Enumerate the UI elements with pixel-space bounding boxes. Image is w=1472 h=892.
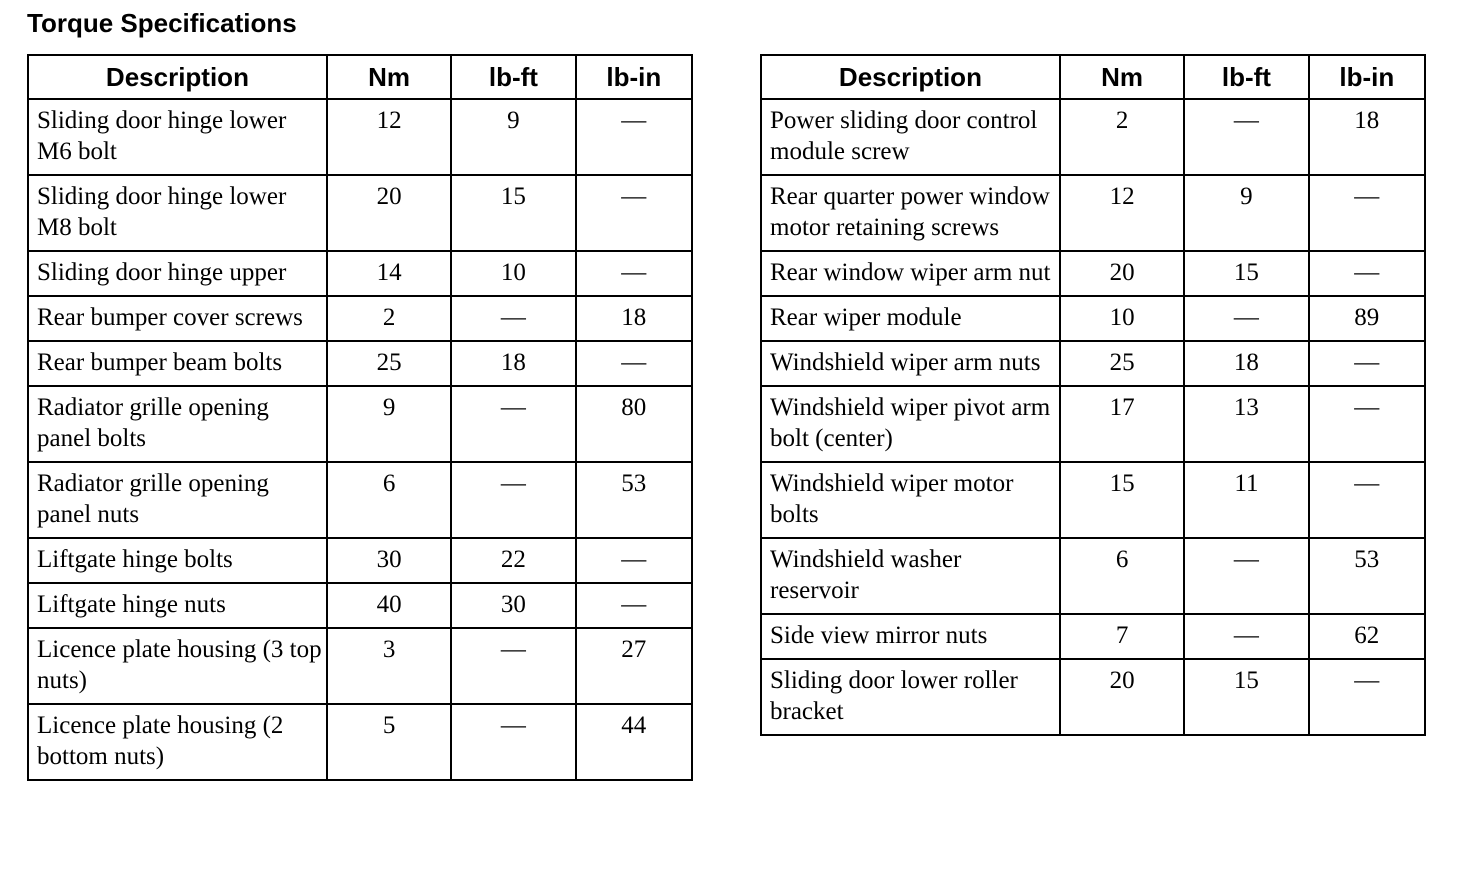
table-row [28,386,692,462]
cell-lb-ft: 13 [1184,386,1308,462]
cell-lb-in: — [1309,251,1425,296]
cell-lb-ft: — [451,628,575,704]
table-row [761,386,1425,462]
cell-nm: 20 [327,175,451,251]
cell-lb-ft: 15 [451,175,575,251]
table-row [28,628,692,704]
table-row [28,583,692,628]
table-row [761,175,1425,251]
cell-nm: 10 [1060,296,1184,341]
cell-lb-in: — [1309,462,1425,538]
cell-description: Licence plate housing (3 top nuts) [28,628,327,704]
table-row [761,296,1425,341]
table-body [28,99,692,780]
cell-nm: 2 [327,296,451,341]
cell-description: Radiator grille opening panel bolts [28,386,327,462]
cell-description: Sliding door hinge upper [28,251,327,296]
cell-lb-in: 18 [1309,99,1425,175]
cell-nm: 15 [1060,462,1184,538]
cell-lb-in: 44 [576,704,692,780]
table-row [28,251,692,296]
cell-description: Liftgate hinge bolts [28,538,327,583]
cell-lb-in: 53 [576,462,692,538]
table-body [761,99,1425,735]
cell-nm: 30 [327,538,451,583]
page-title: Torque Specifications [27,8,297,38]
cell-description: Windshield wiper pivot arm bolt (center) [761,386,1060,462]
cell-description: Rear bumper cover screws [28,296,327,341]
cell-lb-ft: 9 [1184,175,1308,251]
cell-nm: 12 [327,99,451,175]
cell-nm: 2 [1060,99,1184,175]
table-row [28,341,692,386]
cell-lb-ft: — [451,296,575,341]
cell-nm: 20 [1060,251,1184,296]
cell-nm: 6 [1060,538,1184,614]
cell-lb-in: — [576,251,692,296]
cell-lb-ft: — [1184,296,1308,341]
table-row [28,175,692,251]
header-description: Description [28,55,327,99]
cell-description: Sliding door hinge lower M8 bolt [28,175,327,251]
cell-description: Sliding door hinge lower M6 bolt [28,99,327,175]
table-row [761,659,1425,735]
header-lb-in: lb-in [1309,55,1425,99]
cell-lb-ft: 9 [451,99,575,175]
cell-lb-in: 18 [576,296,692,341]
cell-description: Licence plate housing (2 bottom nuts) [28,704,327,780]
cell-nm: 7 [1060,614,1184,659]
cell-lb-in: 62 [1309,614,1425,659]
cell-nm: 20 [1060,659,1184,735]
cell-lb-in: 53 [1309,538,1425,614]
cell-description: Rear bumper beam bolts [28,341,327,386]
cell-description: Power sliding door control module screw [761,99,1060,175]
table-row [28,462,692,538]
cell-nm: 12 [1060,175,1184,251]
table-row [761,614,1425,659]
cell-nm: 14 [327,251,451,296]
cell-description: Rear wiper module [761,296,1060,341]
cell-description: Rear window wiper arm nut [761,251,1060,296]
cell-lb-ft: 15 [1184,659,1308,735]
cell-lb-ft: 18 [451,341,575,386]
table-row [761,462,1425,538]
cell-lb-in: — [1309,175,1425,251]
cell-lb-ft: 22 [451,538,575,583]
cell-lb-ft: 11 [1184,462,1308,538]
torque-table-left [27,54,693,781]
cell-lb-in: — [576,583,692,628]
cell-nm: 17 [1060,386,1184,462]
table-row [28,296,692,341]
cell-description: Windshield wiper arm nuts [761,341,1060,386]
header-lb-ft: lb-ft [1184,55,1308,99]
cell-nm: 5 [327,704,451,780]
cell-lb-in: — [576,99,692,175]
cell-lb-ft: 18 [1184,341,1308,386]
cell-nm: 25 [1060,341,1184,386]
cell-lb-ft: 15 [1184,251,1308,296]
table-header-row [761,55,1425,99]
header-nm: Nm [1060,55,1184,99]
cell-lb-in: 27 [576,628,692,704]
cell-lb-ft: — [451,386,575,462]
cell-lb-in: 89 [1309,296,1425,341]
cell-lb-ft: — [1184,99,1308,175]
cell-lb-ft: 10 [451,251,575,296]
cell-lb-ft: — [1184,538,1308,614]
cell-lb-in: — [1309,341,1425,386]
header-lb-ft: lb-ft [451,55,575,99]
cell-lb-in: — [576,538,692,583]
cell-description: Liftgate hinge nuts [28,583,327,628]
table-row [761,251,1425,296]
table-row [761,99,1425,175]
table-row [761,341,1425,386]
cell-nm: 9 [327,386,451,462]
header-nm: Nm [327,55,451,99]
cell-lb-in: — [1309,659,1425,735]
table-row [28,99,692,175]
table-header-row [28,55,692,99]
header-description: Description [761,55,1060,99]
cell-nm: 25 [327,341,451,386]
cell-nm: 40 [327,583,451,628]
cell-lb-in: — [1309,386,1425,462]
cell-description: Rear quarter power window motor retaining screws [761,175,1060,251]
table-row [761,538,1425,614]
cell-description: Sliding door lower roller bracket [761,659,1060,735]
torque-table-right [760,54,1426,736]
cell-description: Windshield wiper motor bolts [761,462,1060,538]
cell-nm: 6 [327,462,451,538]
cell-description: Windshield washer reservoir [761,538,1060,614]
header-lb-in: lb-in [576,55,692,99]
cell-lb-ft: — [451,462,575,538]
cell-lb-in: — [576,341,692,386]
table-row [28,538,692,583]
cell-nm: 3 [327,628,451,704]
cell-description: Radiator grille opening panel nuts [28,462,327,538]
cell-lb-in: — [576,175,692,251]
cell-lb-in: 80 [576,386,692,462]
cell-lb-ft: — [1184,614,1308,659]
cell-lb-ft: 30 [451,583,575,628]
table-row [28,704,692,780]
cell-lb-ft: — [451,704,575,780]
cell-description: Side view mirror nuts [761,614,1060,659]
